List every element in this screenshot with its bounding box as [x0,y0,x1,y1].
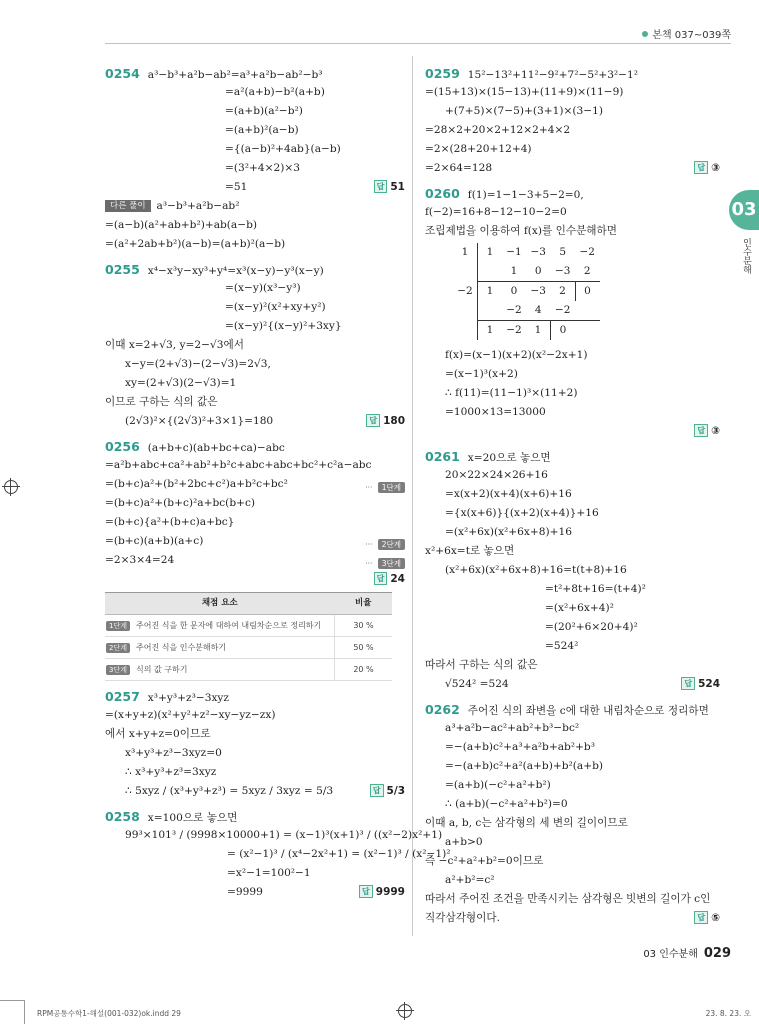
math-text: =1000×13=13000 [445,406,546,418]
synth-cell: −2 [579,246,595,258]
solution-line [425,102,720,121]
solution-line [425,795,720,814]
math-text: =524² [545,640,579,652]
solution-line [105,763,405,782]
problem-number: 0258 [105,809,140,824]
math-text: =(b+c){a²+(b+c)a+bc} [105,516,235,528]
page-footer [643,945,731,961]
math-text: =−(a+b)c²+a²(a+b)+b²(a+b) [445,760,603,772]
math-text: =(20²+6×20+4)² [545,621,638,633]
solution-line [425,485,720,504]
math-text: ∴ x³+y³+z³=3xyz [125,766,217,778]
math-text: =(b+c)a²+(b²+2bc+c²)a+b²c+bc² [105,478,288,490]
synth-cell: 2 [559,285,566,297]
math-text: 99³×101³ / (9998×10000+1) = (x−1)³(x+1)³ / ((x²−2)x²+1) [125,829,443,841]
math-text: =a²(a+b)−b²(a+b) [225,86,325,98]
scoring-text: 주어진 식을 인수분해하기 [135,643,227,652]
registration-mark-icon [4,480,18,494]
synth-cell: −2 [506,324,522,336]
solution-line [105,456,405,475]
scoring-pct: 30 % [335,615,393,637]
math-text: =2×3×4=24 [105,554,175,566]
synth-cell: −3 [530,246,546,258]
solution-line [425,656,720,675]
bullet-icon [642,31,648,37]
solution-line [425,776,720,795]
synthetic-division [453,243,720,340]
answer-icon: 답 [374,572,388,585]
solution-line [425,909,720,928]
solution-line [105,102,405,121]
solution-line [105,317,405,336]
solution-line [105,393,405,412]
answer-value: 524 [698,678,720,690]
math-text: =(3²+4×2)×3 [225,162,300,174]
problem-0262 [425,700,720,928]
file-name: RPM공통수학1-해설(001-032)ok.indd 29 [37,1009,181,1018]
synth-cell: −3 [530,285,546,297]
solution-line [105,374,405,393]
solution-line [105,845,451,864]
solution-line [105,140,405,159]
problem-0257 [105,687,405,801]
solution-line [425,203,720,222]
solution-line [105,235,405,254]
step-label: 1단계 [106,621,130,631]
math-text: x=20으로 놓으면 [467,452,551,464]
solution-line [105,532,405,551]
synth-cell: 1 [478,282,503,302]
math-text: =(b+c)a²+(b+c)²a+bc(b+c) [105,497,256,509]
registration-mark-icon [398,1004,412,1018]
math-text: =51 [225,181,248,193]
right-column [425,58,720,928]
solution-line [105,513,405,532]
answer [370,782,405,801]
solution-line [425,599,720,618]
problem-0259 [425,64,720,178]
problem-0256 [105,437,405,589]
problem-0255 [105,260,405,431]
scoring-row [105,659,392,681]
solution-line [105,260,405,279]
synth-cell: −2 [457,284,473,297]
solution-line [425,64,720,83]
math-text: = (x²−1)³ / (x⁴−2x²+1) = (x²−1)³ / (x²−1)² [227,848,451,860]
solution-line [425,222,720,241]
solution-line [425,466,720,485]
solution-line [425,618,720,637]
synth-cell: 4 [526,301,551,321]
scoring-header: 채점 요소 [105,593,335,615]
step-marker: ··· 3단계 [365,554,405,573]
solution-line [425,700,720,719]
answer [374,178,405,197]
solution-line [105,826,443,845]
math-text: (2√3)²×{(2√3)²+3×1}=180 [125,415,274,427]
synth-cell: −2 [551,301,576,321]
step-marker: ··· 2단계 [365,535,405,554]
scoring-row [105,637,392,659]
answer-value: 24 [390,573,405,585]
solution-line [425,83,720,102]
answer-icon: 답 [370,784,384,797]
scoring-pct: 50 % [335,637,393,659]
step-label: 3단계 [378,558,405,569]
math-text: =(a−b)(a²+ab+b²)+ab(a−b) [105,219,258,231]
answer-icon: 답 [694,161,708,174]
crop-mark [24,1000,25,1024]
math-text: =(a+b)(−c²+a²+b²) [445,779,551,791]
math-text: f(x)=(x−1)(x+2)(x²−2x+1) [445,349,588,361]
answer-icon: 답 [374,180,388,193]
scoring-row [105,615,392,637]
solution-line [425,365,720,384]
solution-line [105,551,405,570]
solution-line [105,336,405,355]
math-text: 따라서 주어진 조건을 만족시키는 삼각형은 빗변의 길이가 c인 [425,893,711,905]
solution-line [425,542,720,561]
answer [694,422,720,441]
scoring-table [105,592,392,681]
solution-line [425,890,720,909]
math-text: =(x−1)³(x+2) [445,368,518,380]
math-text: =(x−y)²(x²+xy+y²) [225,301,326,313]
page-number: 029 [703,946,731,961]
math-text: x³+y³+z³−3xyz=0 [125,747,222,759]
math-text: a³−b³+a²b−ab²=a³+a²b−ab²−b³ [147,69,323,81]
scoring-desc [105,615,335,637]
problem-number: 0262 [425,702,460,717]
synth-cell: 1 [502,262,526,282]
math-text: =a²b+abc+ca²+ab²+b²c+abc+abc+bc²+c²a−abc [105,459,372,471]
solution-line [105,725,405,744]
math-text: =28×2+20×2+12×2+4×2 [425,124,571,136]
synth-cell: 1 [461,246,469,258]
synth-cell [453,301,478,321]
scoring-text: 식의 값 구하기 [135,665,188,674]
solution-line [425,637,720,656]
math-text: a³+a²b−ac²+ab²+b³−bc² [445,722,580,734]
math-text: 이므로 구하는 식의 값은 [105,396,218,408]
scoring-header: 비율 [335,593,393,615]
math-text: 주어진 식의 좌변을 c에 대한 내림차순으로 정리하면 [467,705,709,717]
math-text: 이때 a, b, c는 삼각형의 세 변의 길이이므로 [425,817,628,829]
answer-icon: 답 [359,885,373,898]
math-text: =−(a+b)c²+a³+a²b+ab²+b³ [445,741,595,753]
chapter-tab: 03 [729,190,759,230]
math-text: x⁴−x³y−xy³+y⁴=x³(x−y)−y³(x−y) [147,265,324,277]
problem-number: 0256 [105,439,140,454]
solution-line [105,216,405,235]
problem-number: 0261 [425,449,460,464]
synth-cell [453,262,478,282]
math-text: f(−2)=16+8−12−10−2=0 [425,206,567,218]
step-marker: ··· 1단계 [365,478,405,497]
math-text: 따라서 구하는 식의 값은 [425,659,538,671]
math-text: ∴ 5xyz / (x³+y³+z³) = 5xyz / 3xyz = 5/3 [125,785,334,797]
solution-line [425,580,720,599]
problem-0260 [425,184,720,441]
problem-number: 0260 [425,186,460,201]
synth-cell: 0 [510,285,518,297]
solution-line [105,121,405,140]
synth-cell: 0 [551,321,576,341]
math-text: a³−b³+a²b−ab² [156,200,240,212]
answer [694,909,720,928]
solution-line [105,355,405,374]
math-text: =2×64=128 [425,162,493,174]
alt-solution-badge: 다른 풀이 [105,200,151,212]
answer-icon: 답 [681,677,695,690]
step-label: 2단계 [378,539,405,550]
math-text: x³+y³+z³−3xyz [147,692,229,704]
solution-line [425,159,720,178]
step-label: 2단계 [106,643,130,653]
solution-line [425,871,720,890]
problem-number: 0254 [105,66,140,81]
math-text: ={(a−b)²+4ab}(a−b) [225,143,341,155]
solution-line [105,570,405,589]
solution-line [105,744,405,763]
math-text: =(x²+6x+4)² [545,602,614,614]
math-text: (a+b+c)(ab+bc+ca)−abc [147,442,285,454]
solution-line [105,178,405,197]
solution-line [425,346,720,365]
solution-line [425,403,720,422]
math-text: =x²−1=100²−1 [227,867,311,879]
solution-line [105,807,405,826]
solution-line [105,298,405,317]
synth-cell: 1 [478,321,503,341]
solution-line [425,561,720,580]
solution-line [105,64,405,83]
synth-cell: −1 [506,246,522,258]
solution-line [425,504,720,523]
column-divider [412,56,413,936]
solution-line [105,687,405,706]
math-text: 에서 x+y+z=0이므로 [105,728,211,740]
answer [694,159,720,178]
math-text: 조립제법을 이용하여 f(x)를 인수분해하면 [425,225,617,237]
math-text: =x(x+2)(x+4)(x+6)+16 [445,488,572,500]
math-text: =(x²+6x)(x²+6x+8)+16 [445,526,573,538]
solution-line [105,437,405,456]
synth-cell: 0 [575,282,600,302]
synth-cell: 1 [534,324,542,336]
synth-cell: 5 [559,246,567,258]
chapter-tab-label: 인수분해 [741,238,751,274]
problem-0254 [105,64,405,254]
solution-line [425,814,720,833]
answer [359,883,405,902]
problem-0258 [105,807,451,902]
math-text: a+b>0 [445,836,483,848]
math-text: a²+b²=c² [445,874,495,886]
footer-chapter: 03 인수분해 [643,949,698,960]
header-ref: 본책 037~039쪽 [642,26,731,41]
math-text: =(a²+2ab+b²)(a−b)=(a+b)²(a−b) [105,238,286,250]
step-label: 3단계 [106,665,130,675]
synth-cell [478,301,503,321]
synth-cell: 1 [478,243,503,262]
answer-value: 9999 [375,886,405,898]
answer-value: 5/3 [386,785,405,797]
solution-line [425,833,720,852]
synth-cell: 0 [526,262,551,282]
page-header [0,0,759,44]
answer-icon: 답 [694,911,708,924]
problem-0261 [425,447,720,694]
math-text: √524² =524 [445,678,509,690]
math-text: 20×22×24×26+16 [445,469,548,481]
solution-line [425,675,720,694]
math-text: ={x(x+6)}{(x+2)(x+4)}+16 [445,507,599,519]
answer-icon: 답 [366,414,380,427]
answer-value: ⑤ [711,912,720,924]
solution-line [105,475,405,494]
solution-line [105,782,405,801]
answer [681,675,720,694]
scoring-pct: 20 % [335,659,393,681]
problem-number: 0257 [105,689,140,704]
solution-line [425,757,720,776]
math-text: =(15+13)×(15−13)+(11+9)×(11−9) [425,86,624,98]
math-text: =(a+b)(a²−b²) [225,105,303,117]
crop-mark [0,1000,24,1001]
synth-cell: −2 [502,301,526,321]
answer-value: ③ [711,162,720,174]
solution-line [105,864,405,883]
answer [374,570,405,589]
math-text: =(x−y)(x³−y³) [225,282,301,294]
math-text: =t²+8t+16=(t+4)² [545,583,646,595]
solution-line [425,523,720,542]
solution-line [425,121,720,140]
solution-line [105,494,405,513]
math-text: x=100으로 놓으면 [147,812,238,824]
solution-line [425,384,720,403]
problem-number: 0255 [105,262,140,277]
math-text: =(x−y)²{(x−y)²+3xy} [225,320,342,332]
math-text: xy=(2+√3)(2−√3)=1 [125,377,237,389]
solution-line [425,184,720,203]
math-text: (x²+6x)(x²+6x+8)+16=t(t+8)+16 [445,564,627,576]
answer-value: 51 [390,181,405,193]
solution-line [105,412,405,431]
print-date: 23. 8. 23. 오 [705,1009,751,1018]
math-text: =(a+b)²(a−b) [225,124,299,136]
math-text: x²+6x=t로 놓으면 [425,545,515,557]
solution-line [425,738,720,757]
header-rule [105,43,731,44]
solution-line [425,422,720,441]
synth-cell: −3 [551,262,576,282]
math-text: x−y=(2+√3)−(2−√3)=2√3, [125,358,271,370]
answer [366,412,405,431]
math-text: =(x+y+z)(x²+y²+z²−xy−yz−zx) [105,709,276,721]
math-text: f(1)=1−1−3+5−2=0, [467,189,584,201]
solution-line [105,83,405,102]
synth-cell: 2 [575,262,600,282]
solution-line [105,883,405,902]
scoring-desc [105,637,335,659]
synth-cell [478,262,503,282]
scoring-text: 주어진 식을 한 문자에 대하여 내림차순으로 정리하기 [135,621,322,630]
answer-value: ③ [711,425,720,437]
math-text: =2×(28+20+12+4) [425,143,532,155]
math-text: +(7+5)×(7−5)+(3+1)×(3−1) [445,105,603,117]
problem-number: 0259 [425,66,460,81]
math-text: 직각삼각형이다. [425,912,501,924]
math-text: =9999 [227,886,263,898]
solution-line [425,447,720,466]
solution-line [425,719,720,738]
solution-line [425,140,720,159]
solution-line [105,159,405,178]
synth-cell [453,321,478,341]
synth-cell [575,321,600,341]
solution-line [105,197,405,216]
math-text: 즉 −c²+a²+b²=0이므로 [425,855,544,867]
answer-value: 180 [383,415,405,427]
solution-line [105,279,405,298]
math-text: =(b+c)(a+b)(a+c) [105,535,204,547]
scoring-desc [105,659,335,681]
step-label: 1단계 [378,482,405,493]
math-text: 15²−13²+11²−9²+7²−5²+3²−1² [467,69,639,81]
math-text: ∴ f(11)=(11−1)³×(11+2) [445,387,578,399]
solution-line [425,852,720,871]
math-text: ∴ (a+b)(−c²+a²+b²)=0 [445,798,568,810]
answer-icon: 답 [694,424,708,437]
math-text: 이때 x=2+√3, y=2−√3에서 [105,339,244,351]
solution-line [105,706,405,725]
synth-cell [575,301,600,321]
